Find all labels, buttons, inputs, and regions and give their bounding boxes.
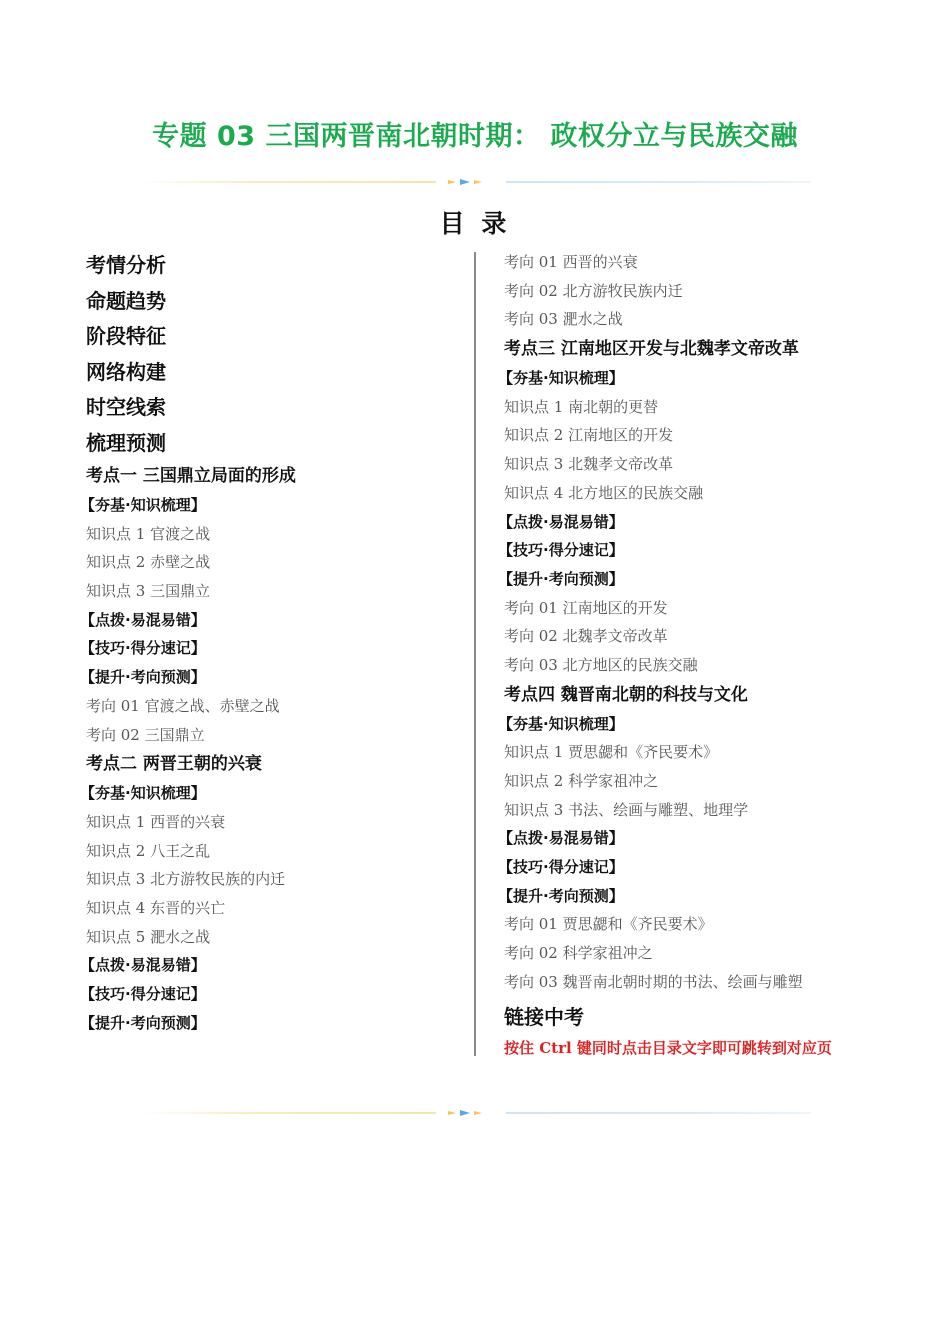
toc-link-shikong[interactable]: 时空线索 (86, 395, 166, 419)
toc-subhead[interactable]: 【点拨·易混易错】 (80, 956, 206, 975)
toc-item[interactable]: 考向 01 贾思勰和《齐民要术》 (504, 915, 713, 934)
toc-link-shuli[interactable]: 梳理预测 (86, 430, 166, 455)
toc-link-wangluo[interactable]: 网络构建 (86, 359, 166, 384)
toc-item[interactable]: 知识点 3 书法、绘画与雕塑、地理学 (504, 800, 749, 819)
toc-item[interactable]: 考向 02 北方游牧民族内迁 (504, 281, 683, 300)
toc-item[interactable]: 知识点 3 三国鼎立 (86, 582, 211, 601)
toc-subhead[interactable]: 【提升·考向预测】 (80, 668, 206, 687)
toc-link-mingti[interactable]: 命题趋势 (86, 288, 166, 313)
bottom-divider (136, 1108, 811, 1118)
toc-item[interactable]: 知识点 2 赤壁之战 (86, 553, 211, 572)
toc-item[interactable]: 考向 03 魏晋南北朝时期的书法、绘画与雕塑 (504, 972, 803, 991)
toc-item[interactable]: 知识点 5 淝水之战 (86, 927, 211, 946)
toc-subhead[interactable]: 【夯基·知识梳理】 (498, 369, 624, 388)
toc-subhead[interactable]: 【点拨·易混易错】 (498, 829, 624, 848)
toc-section-2[interactable]: 考点二 两晋王朝的兴衰 (86, 754, 262, 775)
toc-item[interactable]: 考向 01 官渡之战、赤壁之战 (86, 696, 280, 715)
toc-subhead[interactable]: 【夯基·知识梳理】 (80, 784, 206, 803)
page-title: 专题 03 三国两晋南北朝时期： 政权分立与民族交融 (152, 121, 798, 152)
toc-item[interactable]: 知识点 4 东晋的兴亡 (86, 898, 226, 917)
toc-subhead[interactable]: 【提升·考向预测】 (498, 886, 624, 905)
toc-item[interactable]: 知识点 2 八王之乱 (86, 841, 211, 860)
toc-subhead[interactable]: 【点拨·易混易错】 (498, 512, 624, 531)
toc-item[interactable]: 知识点 4 北方地区的民族交融 (504, 483, 704, 502)
toc-item[interactable]: 知识点 2 科学家祖冲之 (504, 772, 659, 790)
toc-item[interactable]: 考向 03 淝水之战 (504, 310, 623, 329)
toc-item[interactable]: 知识点 2 江南地区的开发 (504, 426, 674, 445)
toc-item[interactable]: 知识点 1 西晋的兴衰 (86, 812, 226, 831)
toc-item[interactable]: 知识点 1 官渡之战 (86, 524, 211, 543)
toc-section-4[interactable]: 考点四 魏晋南北朝的科技与文化 (504, 684, 748, 705)
toc-item[interactable]: 考向 01 江南地区的开发 (504, 598, 668, 617)
toc-section-3[interactable]: 考点三 江南地区开发与北魏孝文帝改革 (504, 339, 799, 360)
toc-link-jieduan[interactable]: 阶段特征 (86, 324, 166, 348)
toc-left-column (80, 248, 456, 1037)
toc-item[interactable]: 考向 02 科学家祖冲之 (504, 944, 653, 963)
toc-subhead[interactable]: 【提升·考向预测】 (80, 1013, 206, 1032)
toc-item[interactable]: 知识点 3 北魏孝文帝改革 (504, 455, 674, 474)
toc-subhead[interactable]: 【技巧·得分速记】 (80, 985, 206, 1003)
toc-subhead[interactable]: 【技巧·得分速记】 (498, 858, 624, 877)
toc-right-column (498, 248, 904, 1063)
toc-subhead[interactable]: 【技巧·得分速记】 (498, 541, 624, 560)
toc-item[interactable]: 考向 02 北魏孝文帝改革 (504, 627, 668, 646)
toc-item[interactable]: 考向 02 三国鼎立 (86, 725, 205, 744)
ctrl-click-note: 按住 Ctrl 键同时点击目录文字即可跳转到对应页 (504, 1038, 832, 1057)
column-divider (474, 252, 476, 1056)
toc-item[interactable]: 考向 03 北方地区的民族交融 (504, 655, 698, 674)
toc-heading: 目 录 (439, 209, 511, 238)
toc-subhead[interactable]: 【技巧·得分速记】 (80, 639, 206, 658)
toc-link-kaoqing[interactable]: 考情分析 (86, 253, 166, 277)
toc-subhead[interactable]: 【夯基·知识梳理】 (80, 496, 206, 514)
toc-subhead[interactable]: 【提升·考向预测】 (498, 569, 624, 588)
divider-arrows-icon (446, 177, 486, 187)
toc-item[interactable]: 知识点 3 北方游牧民族的内迁 (86, 870, 286, 889)
toc-section-1[interactable]: 考点一 三国鼎立局面的形成 (86, 466, 296, 486)
toc-link-zhongkao[interactable]: 链接中考 (504, 1004, 584, 1029)
divider-arrows-icon (446, 1108, 486, 1118)
toc-item[interactable]: 知识点 1 贾思勰和《齐民要术》 (504, 743, 719, 762)
top-divider (136, 177, 811, 187)
toc-subhead[interactable]: 【点拨·易混易错】 (80, 610, 206, 629)
toc-item[interactable]: 考向 01 西晋的兴衰 (504, 253, 638, 271)
toc-subhead[interactable]: 【夯基·知识梳理】 (498, 714, 624, 733)
toc-item[interactable]: 知识点 1 南北朝的更替 (504, 397, 659, 416)
